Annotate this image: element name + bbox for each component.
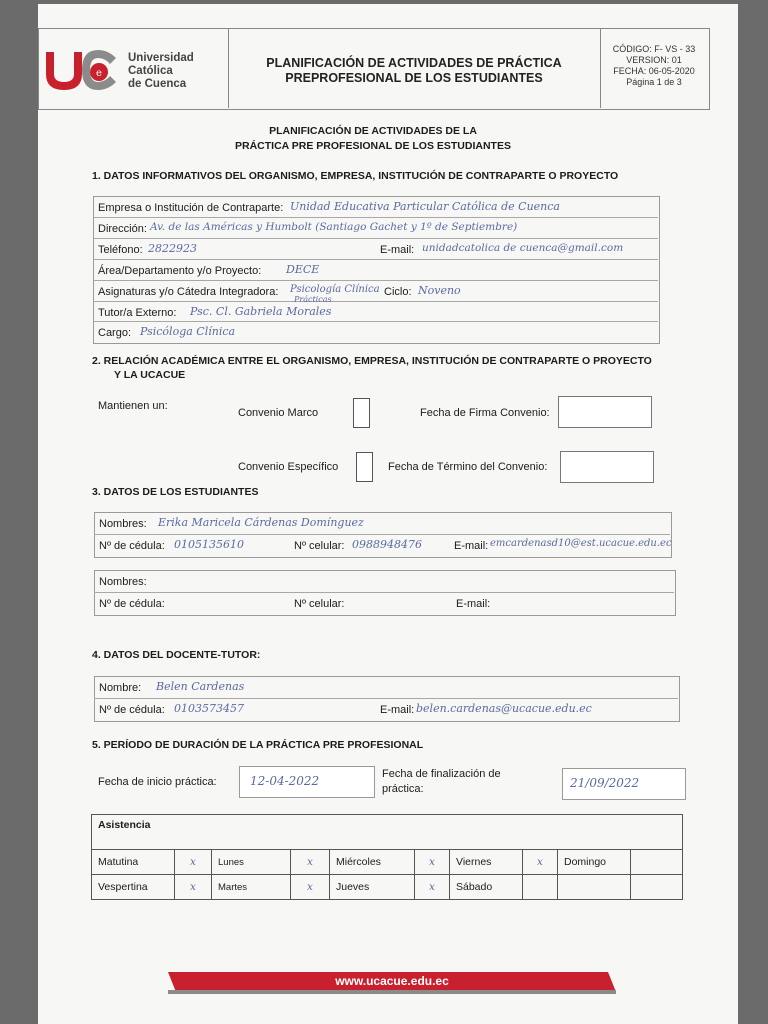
convenio-marco-checkbox[interactable] — [353, 398, 370, 428]
direccion-value[interactable]: Av. de las Américas y Humbolt (Santiago Gachet y 1º de Septiembre) — [150, 221, 518, 233]
asignaturas-label: Asignaturas y/o Cátedra Integradora: — [98, 286, 279, 298]
fin-value: 21/09/2022 — [570, 776, 640, 790]
domingo-label: Domingo — [558, 850, 631, 875]
fin-label-line2: práctica: — [382, 783, 424, 795]
direccion-label: Dirección: — [98, 223, 147, 235]
fecha-termino-label: Fecha de Término del Convenio: — [388, 461, 548, 473]
lunes-matutina-check[interactable]: x — [175, 850, 212, 875]
student1-celular-value[interactable]: 0988948476 — [352, 538, 422, 551]
miercoles-matutina-check[interactable]: x — [291, 850, 330, 875]
empresa-label: Empresa o Institución de Contraparte: — [98, 202, 284, 214]
student2-nombres-label: Nombres: — [99, 576, 147, 588]
header-title-line2: PREPROFESIONAL DE LOS ESTUDIANTES — [285, 71, 543, 85]
fecha-termino-field[interactable] — [560, 451, 654, 483]
sabado-empty-check[interactable] — [523, 875, 558, 900]
cargo-value[interactable]: Psicóloga Clínica — [140, 325, 236, 338]
doc-code: CÓDIGO: F- VS - 33 — [612, 44, 696, 54]
doc-title-line1: PLANIFICACIÓN DE ACTIVIDADES DE LA — [269, 125, 477, 137]
student1-cedula-label: Nº de cédula: — [99, 540, 165, 552]
student1-celular-label: Nº celular: — [294, 540, 345, 552]
section4-heading: 4. DATOS DEL DOCENTE-TUTOR: — [92, 649, 261, 661]
asignaturas-value[interactable]: Psicología Clínica — [290, 284, 380, 295]
mantienen-label: Mantienen un: — [98, 400, 168, 412]
section2-heading-line1: 2. RELACIÓN ACADÉMICA ENTRE EL ORGANISMO, EMPRESA, INSTITUCIÓN DE CONTRAPARTE O PROYECTO — [92, 355, 652, 367]
area-label: Área/Departamento y/o Proyecto: — [98, 265, 262, 277]
doc-page: Página 1 de 3 — [626, 77, 682, 87]
docente-cedula-label: Nº de cédula: — [99, 704, 165, 716]
student2-table — [94, 570, 676, 616]
telefono-label: Teléfono: — [98, 244, 143, 256]
student2-cedula-label: Nº de cédula: — [99, 598, 165, 610]
student1-nombres-label: Nombres: — [99, 518, 147, 530]
docente-nombre-value[interactable]: Belen Cardenas — [156, 680, 245, 693]
sabado-vespertina-check[interactable]: x — [415, 875, 450, 900]
tutor-value[interactable]: Psc. Cl. Gabriela Morales — [190, 305, 332, 318]
asistencia-title: Asistencia — [92, 815, 683, 850]
domingo-vespertina-check[interactable] — [631, 875, 683, 900]
convenio-especifico-label: Convenio Específico — [238, 461, 339, 473]
docente-cedula-value[interactable]: 0103573457 — [174, 702, 244, 715]
student2-email-label: E-mail: — [456, 598, 491, 610]
viernes-matutina-check[interactable]: x — [415, 850, 450, 875]
martes-label: Martes — [212, 875, 291, 900]
jueves-label: Jueves — [330, 875, 415, 900]
empresa-email-value[interactable]: unidadcatolica de cuenca@gmail.com — [422, 242, 624, 254]
matutina-label: Matutina — [92, 850, 175, 875]
docente-email-value[interactable]: belen.cardenas@ucacue.edu.ec — [416, 702, 592, 715]
doc-version: VERSION: 01 — [626, 55, 682, 65]
sabado-label: Sábado — [450, 875, 523, 900]
inicio-label: Fecha de inicio práctica: — [98, 776, 217, 788]
header-title-line1: PLANIFICACIÓN DE ACTIVIDADES DE PRÁCTICA — [266, 56, 562, 70]
docente-email-label: E-mail: — [380, 704, 415, 716]
empresa-value[interactable]: Unidad Educativa Particular Católica de Cuenca — [290, 200, 560, 213]
student1-email-label: E-mail: — [454, 540, 489, 552]
student1-email-value[interactable]: emcardenasd10@est.ucacue.edu.ec — [490, 538, 672, 549]
footer-url[interactable]: www.ucacue.edu.ec — [335, 974, 449, 988]
domingo-vespertina-empty — [558, 875, 631, 900]
jueves-vespertina-check[interactable]: x — [291, 875, 330, 900]
inicio-value: 12-04-2022 — [250, 774, 320, 788]
doc-title-line2: PRÁCTICA PRE PROFESIONAL DE LOS ESTUDIANTES — [235, 140, 511, 152]
doc-date: FECHA: 06-05-2020 — [613, 66, 695, 76]
vespertina-label: Vespertina — [92, 875, 175, 900]
convenio-marco-label: Convenio Marco — [238, 407, 319, 419]
student1-nombres-value[interactable]: Erika Maricela Cárdenas Domínguez — [158, 516, 364, 529]
martes-vespertina-check[interactable]: x — [175, 875, 212, 900]
miercoles-label: Miércoles — [330, 850, 415, 875]
domingo-matutina-check[interactable] — [631, 850, 683, 875]
section1-heading: 1. DATOS INFORMATIVOS DEL ORGANISMO, EMPRESA, INSTITUCIÓN DE CONTRAPARTE O PROYECTO — [92, 170, 619, 182]
lunes-label: Lunes — [212, 850, 291, 875]
area-value[interactable]: DECE — [286, 263, 320, 276]
university-name-line2: Católica — [128, 65, 173, 77]
university-name-line1: Universidad — [128, 52, 194, 64]
empresa-email-label: E-mail: — [380, 244, 415, 256]
uc-logo-icon — [42, 48, 120, 92]
section2-heading-line2: Y LA UCACUE — [114, 369, 186, 381]
university-logo — [42, 48, 120, 92]
tutor-label: Tutor/a Externo: — [98, 307, 177, 319]
telefono-value[interactable]: 2822923 — [148, 242, 197, 255]
student2-celular-label: Nº celular: — [294, 598, 345, 610]
section3-heading: 3. DATOS DE LOS ESTUDIANTES — [92, 486, 259, 498]
form-page — [38, 4, 738, 1024]
viernes-mark-check[interactable]: x — [523, 850, 558, 875]
viernes-label: Viernes — [450, 850, 523, 875]
ciclo-label: Ciclo: — [384, 286, 412, 298]
docente-nombre-label: Nombre: — [99, 682, 142, 694]
fin-label-line1: Fecha de finalización de — [382, 768, 501, 780]
cargo-label: Cargo: — [98, 327, 132, 339]
fecha-firma-field[interactable] — [558, 396, 652, 428]
svg-text:e: e — [96, 68, 102, 79]
fecha-firma-label: Fecha de Firma Convenio: — [420, 407, 550, 419]
student1-cedula-value[interactable]: 0105135610 — [174, 538, 244, 551]
ciclo-value[interactable]: Noveno — [418, 284, 461, 297]
convenio-especifico-checkbox[interactable] — [356, 452, 373, 482]
university-name-line3: de Cuenca — [128, 78, 187, 90]
asignaturas-extra: Prácticas — [294, 295, 332, 304]
section5-heading: 5. PERÍODO DE DURACIÓN DE LA PRÁCTICA PRE PROFESIONAL — [92, 739, 424, 751]
asistencia-table — [91, 814, 683, 900]
